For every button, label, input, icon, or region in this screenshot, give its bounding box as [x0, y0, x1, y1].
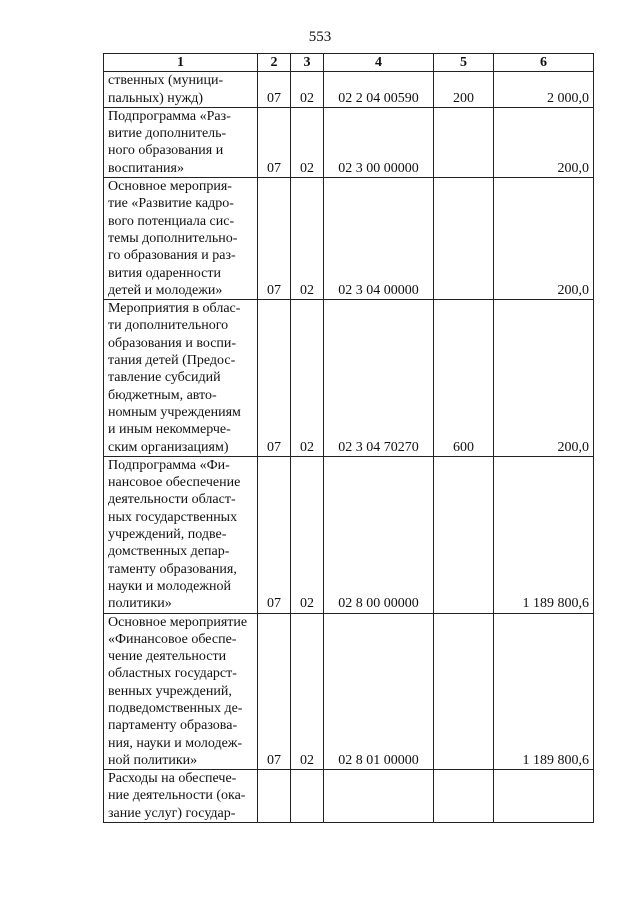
subsection-code	[291, 770, 324, 823]
section-code: 07	[258, 300, 291, 457]
row-description: Мероприятия в облас- ти дополнительного образования и воспи- тания детей (Предос- тавление субсидий бюджетным, авто- номным учреждениям и иным некоммерче- ским организациям)	[104, 300, 258, 457]
table-row	[104, 456, 594, 613]
table-row	[104, 613, 594, 770]
target-article-code: 02 3 04 00000	[324, 178, 434, 300]
section-code: 07	[258, 613, 291, 770]
amount	[494, 770, 594, 823]
expense-type-code: 600	[434, 300, 494, 457]
column-header: 1	[104, 54, 258, 72]
target-article-code: 02 3 04 70270	[324, 300, 434, 457]
row-description: Подпрограмма «Фи- нансовое обеспечение деятельности област- ных государственных учреждений, подве- домственных депар- таменту образования, науки и молодежной политики»	[104, 456, 258, 613]
expense-type-code	[434, 107, 494, 177]
amount: 2 000,0	[494, 72, 594, 108]
page-number: 553	[308, 29, 332, 45]
table-row	[104, 107, 594, 177]
table-row	[104, 770, 594, 823]
budget-table	[103, 53, 594, 823]
target-article-code	[324, 770, 434, 823]
subsection-code: 02	[291, 178, 324, 300]
section-code: 07	[258, 107, 291, 177]
column-header: 4	[324, 54, 434, 72]
row-description: Расходы на обеспече- ние деятельности (ока- зание услуг) государ-	[104, 770, 258, 823]
row-description: ственных (муници- пальных) нужд)	[104, 72, 258, 108]
row-description: Основное мероприятие «Финансовое обеспе- чение деятельности областных государст- венных учреждений, подведомственных де- партаменту образова- ния, науки и молодеж- ной политики»	[104, 613, 258, 770]
target-article-code: 02 2 04 00590	[324, 72, 434, 108]
subsection-code: 02	[291, 107, 324, 177]
expense-type-code	[434, 770, 494, 823]
subsection-code: 02	[291, 613, 324, 770]
expense-type-code: 200	[434, 72, 494, 108]
expense-type-code	[434, 178, 494, 300]
column-header: 2	[258, 54, 291, 72]
header-row	[104, 54, 594, 72]
expense-type-code	[434, 613, 494, 770]
table-row	[104, 72, 594, 108]
target-article-code: 02 8 01 00000	[324, 613, 434, 770]
section-code: 07	[258, 456, 291, 613]
section-code: 07	[258, 72, 291, 108]
amount: 200,0	[494, 300, 594, 457]
amount: 200,0	[494, 107, 594, 177]
column-header: 3	[291, 54, 324, 72]
subsection-code: 02	[291, 456, 324, 613]
subsection-code: 02	[291, 72, 324, 108]
section-code	[258, 770, 291, 823]
expense-type-code	[434, 456, 494, 613]
table-row	[104, 300, 594, 457]
column-header: 6	[494, 54, 594, 72]
section-code: 07	[258, 178, 291, 300]
amount: 200,0	[494, 178, 594, 300]
target-article-code: 02 3 00 00000	[324, 107, 434, 177]
subsection-code: 02	[291, 300, 324, 457]
target-article-code: 02 8 00 00000	[324, 456, 434, 613]
amount: 1 189 800,6	[494, 456, 594, 613]
column-header: 5	[434, 54, 494, 72]
table-row	[104, 178, 594, 300]
row-description: Основное мероприя- тие «Развитие кадро- вого потенциала сис- темы дополнительно- го образования и раз- вития одаренности детей и молодежи»	[104, 178, 258, 300]
row-description: Подпрограмма «Раз- витие дополнитель- ного образования и воспитания»	[104, 107, 258, 177]
amount: 1 189 800,6	[494, 613, 594, 770]
